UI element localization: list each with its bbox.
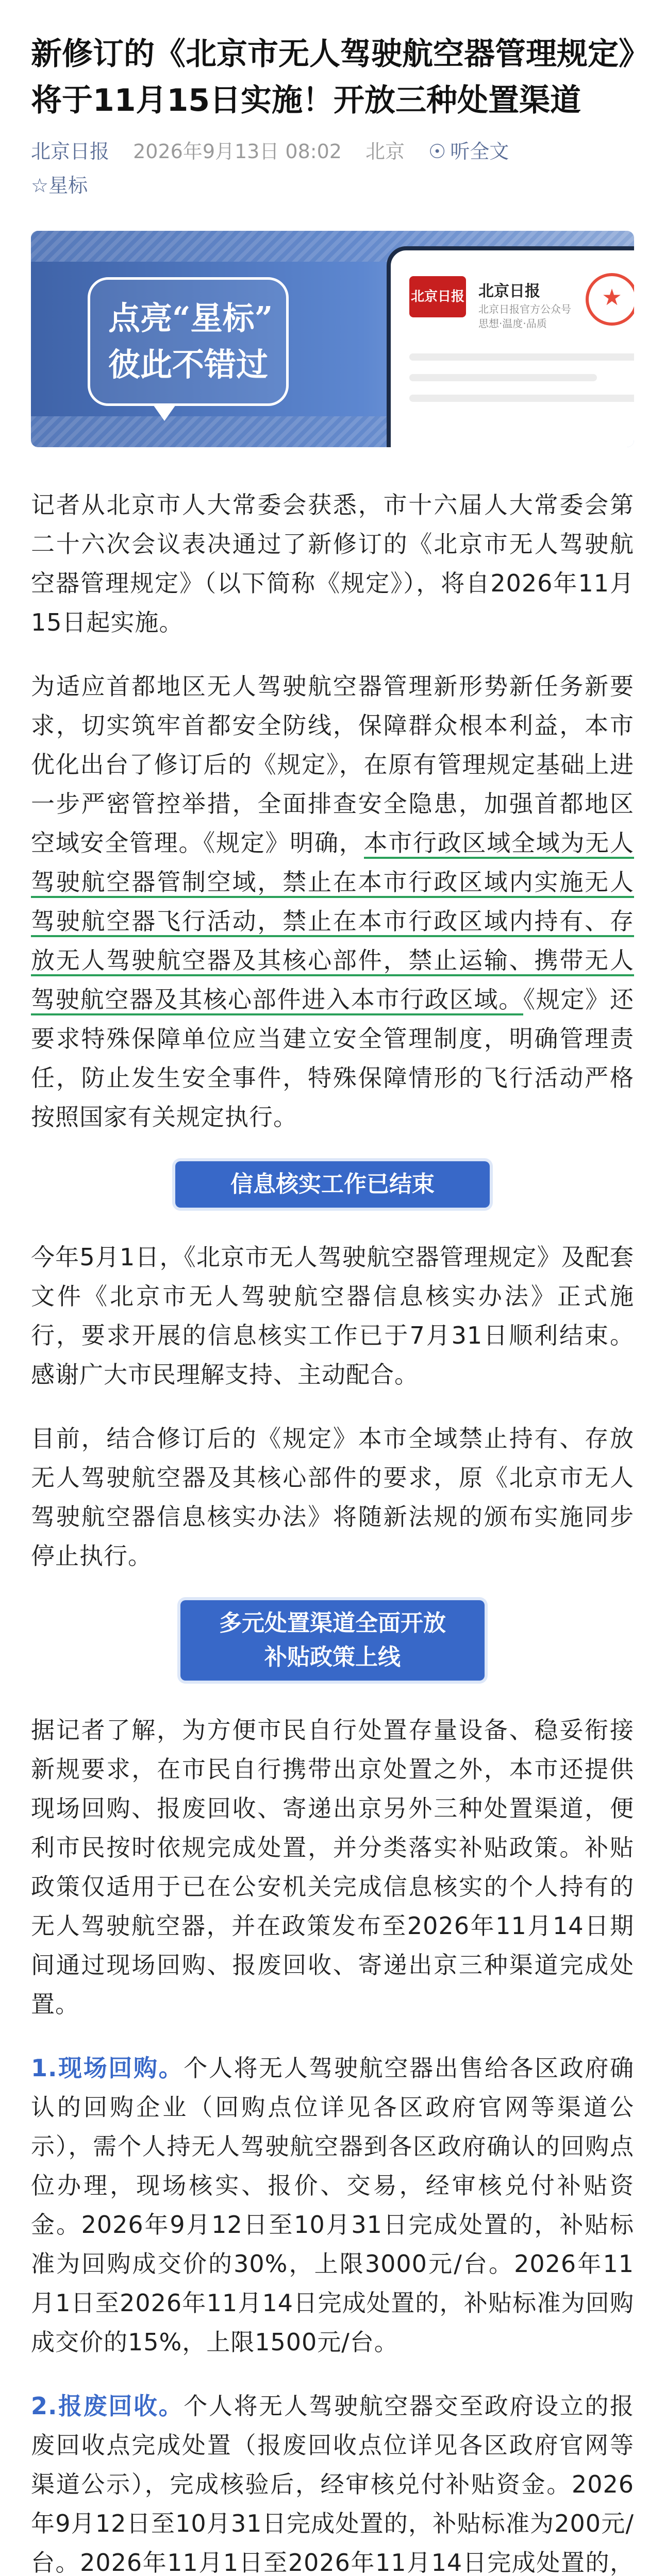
location: 北京 (365, 140, 405, 163)
phone-account-desc2: 思想·温度·品质 (478, 317, 547, 330)
banner-text-1: 点亮“星标” (108, 299, 273, 337)
phone-placeholder-line (409, 353, 634, 361)
paragraph-2: 为适应首都地区无人驾驶航空器管理新形势新任务新要求，切实筑牢首都安全防线，保障群众根本利益，本市优化出台了修订后的《规定》，在原有管理规定基础上进一步严密管控举措，全面排查安全隐患，加强首都地区空域安全管理。《规定》明确，本市行政区域全域为无人驾驶航空器管制空域，禁止在本市行政区域内实施无人驾驶航空器飞行活动，禁止在本市行政区域内持有、存放无人驾驶航空器及其核心部件，禁止运输、携带无人驾驶航空器及其核心部件进入本市行政区域。《规定》还要求特殊保障单位应当建立安全管理制度，明确管理责任，防止发生安全事件，特殊保障情形的飞行活动严格按照国家有关规定执行。 (31, 672, 634, 1131)
article-meta (31, 137, 634, 166)
article-title: 新修订的《北京市无人驾驶航空器管理规定》将于11月15日实施！开放三种处置渠道 (31, 36, 634, 118)
phone-account-desc: 北京日报官方公众号 (478, 303, 571, 315)
star-button[interactable]: ☆星标 (31, 174, 88, 197)
paragraph-6: 1.现场回购。个人将无人驾驶航空器出售给各区政府确认的回购企业（回购点位详见各区政府官网等渠道公示），需个人持无人驾驶航空器到各区政府确认的回购点位办理，现场核实、报价、交易，经审核兑付补贴资金。2026年9月12日至10月31日完成处置的，补贴标准为回购成交价的30%，上限3000元/台。2026年11月1日至2026年11月14日完成处置的，补贴标准为回购成交价的15%，上限1500元/台。 (31, 2054, 635, 2356)
banner-image (31, 231, 634, 447)
star-icon: ★ (586, 273, 634, 326)
section-heading-1: 信息核实工作已结束 (175, 1161, 490, 1208)
paragraph-7: 2.报废回收。个人将无人驾驶航空器交至政府设立的报废回收点完成处置（报废回收点位详见各区政府官网等渠道公示），完成核验后，经审核兑付补贴资金。2026年9月12日至10月31日完成处置的，补贴标准为200元/台。2026年11月1日至2026年11月14日完成处置的， (31, 2392, 635, 2576)
listen-button[interactable]: ☉ 听全文 (428, 140, 509, 163)
paragraph-3: 今年5月1日，《北京市无人驾驶航空器管理规定》及配套文件《北京市无人驾驶航空器信息核实办法》正式施行，要求开展的信息核实工作已于7月31日顺利结束。感谢广大市民理解支持、主动配合。 (31, 1243, 634, 1388)
phone-placeholder-line (409, 374, 597, 381)
banner-text-2: 彼此不错过 (108, 346, 269, 383)
publish-date: 2026年9月13日 08:02 (133, 140, 342, 163)
paragraph-4: 目前，结合修订后的《规定》本市全域禁止持有、存放无人驾驶航空器及其核心部件的要求，原《北京市无人驾驶航空器信息核实办法》将随新法规的颁布实施同步停止执行。 (31, 1425, 634, 1570)
phone-logo: 北京日报 (409, 276, 466, 317)
paragraph-1: 记者从北京市人大常委会获悉，市十六届人大常委会第二十六次会议表决通过了新修订的《北京市无人驾驶航空器管理规定》（以下简称《规定》），将自2026年11月15日起实施。 (31, 491, 634, 636)
phone-account-name: 北京日报 (478, 282, 540, 300)
highlight-text: 本市行政区域全域为无人驾驶航空器管制空域，禁止在本市行政区域内实施无人驾驶航空器飞行活动，禁止在本市行政区域内持有、存放无人驾驶航空器及其核心部件，禁止运输、携带无人驾驶航空器及其核心部件进入本市行政区域。 (31, 829, 634, 1015)
paragraph-5: 据记者了解，为方便市民自行处置存量设备、稳妥衔接新规要求，在市民自行携带出京处置之外，本市还提供现场回购、报废回收、寄递出京另外三种处置渠道，便利市民按时依规完成处置，并分类落实补贴政策。补贴政策仅适用于已在公安机关完成信息核实的个人持有的无人驾驶航空器，并在政策发布至2026年11月14日期间通过现场回购、报废回收、寄递出京三种渠道完成处置。 (31, 1716, 634, 2018)
star-small-icon: ☆ (31, 174, 49, 197)
source-link[interactable]: 北京日报 (31, 140, 110, 163)
section-heading-2: 多元处置渠道全面开放 补贴政策上线 (180, 1600, 485, 1681)
phone-placeholder-line (409, 395, 634, 402)
phone-mockup (387, 246, 634, 447)
